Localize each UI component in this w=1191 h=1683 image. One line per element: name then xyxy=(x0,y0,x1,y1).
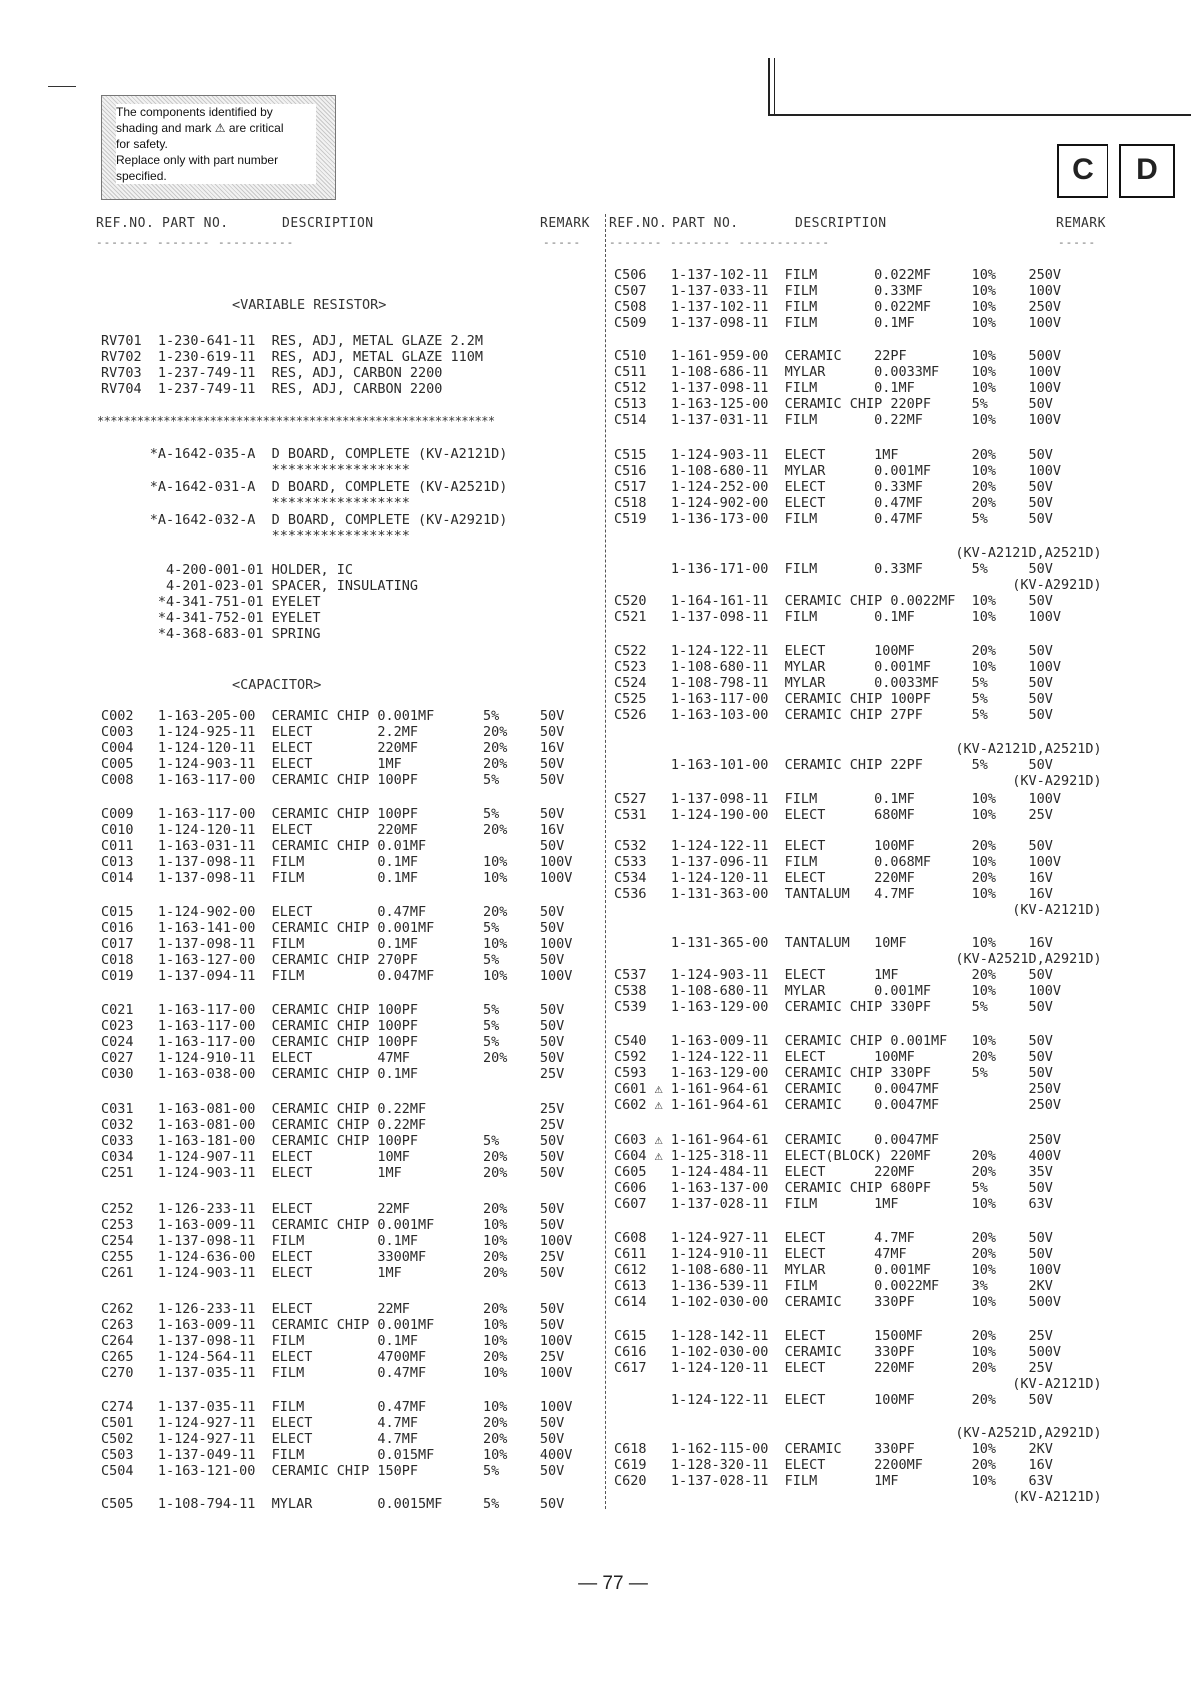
right-part-row: C593 1-163-129-00 CERAMIC CHIP 330PF 5% 50V xyxy=(614,1065,1053,1081)
right-part-row: C537 1-124-903-11 ELECT 1MF 20% 50V xyxy=(614,967,1053,983)
board-tag-c: C xyxy=(1057,144,1108,198)
left-part-row: C502 1-124-927-11 ELECT 4.7MF 20% 50V xyxy=(101,1431,565,1447)
left-part-row: ***************** xyxy=(101,495,410,511)
right-part-row: C618 1-162-115-00 CERAMIC 330PF 10% 2KV xyxy=(614,1441,1053,1457)
right-part-row: C521 1-137-098-11 FILM 0.1MF 10% 100V xyxy=(614,609,1062,625)
right-part-row: 1-131-365-00 TANTALUM 10MF 10% 16V xyxy=(614,935,1053,951)
right-part-row: C615 1-128-142-11 ELECT 1500MF 20% 25V xyxy=(614,1328,1053,1344)
header-bracket xyxy=(768,58,1191,116)
header-underline: ------- -------- ------------ xyxy=(609,236,831,249)
right-part-row: C517 1-124-252-00 ELECT 0.33MF 20% 50V xyxy=(614,479,1053,495)
left-part-row: C251 1-124-903-11 ELECT 1MF 20% 50V xyxy=(101,1165,565,1181)
header-ref-no-right: REF.NO. xyxy=(609,216,668,231)
right-part-row: C531 1-124-190-00 ELECT 680MF 10% 25V xyxy=(614,807,1053,823)
left-part-row: C501 1-124-927-11 ELECT 4.7MF 20% 50V xyxy=(101,1415,565,1431)
right-part-row: C540 1-163-009-11 CERAMIC CHIP 0.001MF 10% 50V xyxy=(614,1033,1053,1049)
left-part-row: C505 1-108-794-11 MYLAR 0.0015MF 5% 50V xyxy=(101,1496,565,1512)
right-part-row: C619 1-128-320-11 ELECT 2200MF 20% 16V xyxy=(614,1457,1053,1473)
left-part-row: RV703 1-237-749-11 RES, ADJ, CARBON 2200 xyxy=(101,365,443,381)
left-part-row: C270 1-137-035-11 FILM 0.47MF 10% 100V xyxy=(101,1365,573,1381)
left-part-row: C254 1-137-098-11 FILM 0.1MF 10% 100V xyxy=(101,1233,573,1249)
left-part-row: ***************** xyxy=(101,528,410,544)
left-part-row: C014 1-137-098-11 FILM 0.1MF 10% 100V xyxy=(101,870,573,886)
board-tag-d: D xyxy=(1119,144,1175,198)
right-part-row: C527 1-137-098-11 FILM 0.1MF 10% 100V xyxy=(614,791,1062,807)
notice-line-2a: shading and mark xyxy=(116,121,212,135)
page-number: — 77 — xyxy=(578,1573,648,1594)
left-part-row: 4-201-023-01 SPACER, INSULATING xyxy=(101,578,418,594)
right-part-row: C516 1-108-680-11 MYLAR 0.001MF 10% 100V xyxy=(614,463,1062,479)
left-part-row: C023 1-163-117-00 CERAMIC CHIP 100PF 5% 50V xyxy=(101,1018,565,1034)
safety-notice-text xyxy=(116,104,316,184)
left-part-row: C253 1-163-009-11 CERAMIC CHIP 0.001MF 10% 50V xyxy=(101,1217,565,1233)
notice-line-2 xyxy=(116,120,316,136)
header-ref-no: REF.NO. xyxy=(96,216,155,231)
right-part-row: C507 1-137-033-11 FILM 0.33MF 10% 100V xyxy=(614,283,1062,299)
left-part-row: C003 1-124-925-11 ELECT 2.2MF 20% 50V xyxy=(101,724,565,740)
right-part-row: C512 1-137-098-11 FILM 0.1MF 10% 100V xyxy=(614,380,1062,396)
column-divider xyxy=(605,214,606,1509)
left-part-row: 4-200-001-01 HOLDER, IC xyxy=(101,562,353,578)
right-part-row: C616 1-102-030-00 CERAMIC 330PF 10% 500V xyxy=(614,1344,1062,1360)
right-part-row: 1-136-171-00 FILM 0.33MF 5% 50V xyxy=(614,561,1053,577)
right-part-row: C523 1-108-680-11 MYLAR 0.001MF 10% 100V xyxy=(614,659,1062,675)
right-part-row: C520 1-164-161-11 CERAMIC CHIP 0.0022MF 10% 50V xyxy=(614,593,1053,609)
left-part-row: C017 1-137-098-11 FILM 0.1MF 10% 100V xyxy=(101,936,573,952)
left-part-row: C274 1-137-035-11 FILM 0.47MF 10% 100V xyxy=(101,1399,573,1415)
left-part-row: C010 1-124-120-11 ELECT 220MF 20% 16V xyxy=(101,822,565,838)
left-part-row: C504 1-163-121-00 CERAMIC CHIP 150PF 5% 50V xyxy=(101,1463,565,1479)
right-part-row: C614 1-102-030-00 CERAMIC 330PF 10% 500V xyxy=(614,1294,1062,1310)
right-part-row: C612 1-108-680-11 MYLAR 0.001MF 10% 100V xyxy=(614,1262,1062,1278)
left-part-row: RV702 1-230-619-11 RES, ADJ, METAL GLAZE 110M xyxy=(101,349,484,365)
right-part-row: C533 1-137-096-11 FILM 0.068MF 10% 100V xyxy=(614,854,1062,870)
right-part-row: C539 1-163-129-00 CERAMIC CHIP 330PF 5% 50V xyxy=(614,999,1053,1015)
notice-line-4: Replace only with part number xyxy=(116,153,279,167)
separator-line: ************************************************************ xyxy=(97,414,495,428)
notice-line-2b: are critical xyxy=(228,121,284,135)
notice-line-3: for safety. xyxy=(116,137,168,151)
left-part-row: C011 1-163-031-11 CERAMIC CHIP 0.01MF 50V xyxy=(101,838,565,854)
right-part-row: C525 1-163-117-00 CERAMIC CHIP 100PF 5% 50V xyxy=(614,691,1053,707)
left-part-row: C503 1-137-049-11 FILM 0.015MF 10% 400V xyxy=(101,1447,573,1463)
right-part-row: C606 1-163-137-00 CERAMIC CHIP 680PF 5% 50V xyxy=(614,1180,1053,1196)
right-part-row: (KV-A2121D) xyxy=(614,1489,1102,1505)
left-part-row: C013 1-137-098-11 FILM 0.1MF 10% 100V xyxy=(101,854,573,870)
right-part-row: C514 1-137-031-11 FILM 0.22MF 10% 100V xyxy=(614,412,1062,428)
left-part-row: C030 1-163-038-00 CERAMIC CHIP 0.1MF 25V xyxy=(101,1066,565,1082)
right-part-row: C603 ⚠ 1-161-964-61 CERAMIC 0.0047MF 250V xyxy=(614,1132,1062,1148)
right-part-row: (KV-A2521D,A2921D) xyxy=(614,1425,1102,1441)
right-part-row: C532 1-124-122-11 ELECT 100MF 20% 50V xyxy=(614,838,1053,854)
right-part-row: C617 1-124-120-11 ELECT 220MF 20% 25V xyxy=(614,1360,1053,1376)
right-part-row: C601 ⚠ 1-161-964-61 CERAMIC 0.0047MF 250V xyxy=(614,1081,1062,1097)
left-part-row: C016 1-163-141-00 CERAMIC CHIP 0.001MF 5% 50V xyxy=(101,920,565,936)
header-description: DESCRIPTION xyxy=(282,216,374,231)
left-part-row: RV701 1-230-641-11 RES, ADJ, METAL GLAZE 2.2M xyxy=(101,333,484,349)
right-part-row: (KV-A2521D,A2921D) xyxy=(614,951,1102,967)
left-part-row: C032 1-163-081-00 CERAMIC CHIP 0.22MF 25V xyxy=(101,1117,565,1133)
right-part-row: C519 1-136-173-00 FILM 0.47MF 5% 50V xyxy=(614,511,1053,527)
right-part-row: C604 ⚠ 1-125-318-11 ELECT(BLOCK) 220MF 20% 400V xyxy=(614,1148,1062,1164)
warning-triangle-icon: ⚠ xyxy=(214,121,226,135)
right-part-row: C511 1-108-686-11 MYLAR 0.0033MF 10% 100V xyxy=(614,364,1062,380)
right-part-row: C513 1-163-125-00 CERAMIC CHIP 220PF 5% 50V xyxy=(614,396,1053,412)
left-part-row: C265 1-124-564-11 ELECT 4700MF 20% 25V xyxy=(101,1349,565,1365)
right-part-row: C522 1-124-122-11 ELECT 100MF 20% 50V xyxy=(614,643,1053,659)
left-part-row: C009 1-163-117-00 CERAMIC CHIP 100PF 5% 50V xyxy=(101,806,565,822)
left-part-row: RV704 1-237-749-11 RES, ADJ, CARBON 2200 xyxy=(101,381,443,397)
right-part-row: C536 1-131-363-00 TANTALUM 4.7MF 10% 16V xyxy=(614,886,1053,902)
left-part-row: C027 1-124-910-11 ELECT 47MF 20% 50V xyxy=(101,1050,565,1066)
right-part-row: C620 1-137-028-11 FILM 1MF 10% 63V xyxy=(614,1473,1053,1489)
left-part-row: C034 1-124-907-11 ELECT 10MF 20% 50V xyxy=(101,1149,565,1165)
right-part-row: (KV-A2121D,A2521D) xyxy=(614,545,1102,561)
left-part-row: C005 1-124-903-11 ELECT 1MF 20% 50V xyxy=(101,756,565,772)
left-part-row: *4-341-752-01 EYELET xyxy=(101,610,321,626)
left-part-row: *A-1642-031-A D BOARD, COMPLETE (KV-A2521D) xyxy=(101,479,508,495)
left-part-row: C255 1-124-636-00 ELECT 3300MF 20% 25V xyxy=(101,1249,565,1265)
right-part-row: C518 1-124-902-00 ELECT 0.47MF 20% 50V xyxy=(614,495,1053,511)
left-part-row: C031 1-163-081-00 CERAMIC CHIP 0.22MF 25V xyxy=(101,1101,565,1117)
notice-line-1: The components identified by xyxy=(116,105,273,119)
left-part-row: C021 1-163-117-00 CERAMIC CHIP 100PF 5% 50V xyxy=(101,1002,565,1018)
margin-mark xyxy=(48,86,76,87)
right-part-row: C534 1-124-120-11 ELECT 220MF 20% 16V xyxy=(614,870,1053,886)
right-part-row: 1-163-101-00 CERAMIC CHIP 22PF 5% 50V xyxy=(614,757,1053,773)
left-part-row: C264 1-137-098-11 FILM 0.1MF 10% 100V xyxy=(101,1333,573,1349)
right-part-row: C515 1-124-903-11 ELECT 1MF 20% 50V xyxy=(614,447,1053,463)
right-part-row: C508 1-137-102-11 FILM 0.022MF 10% 250V xyxy=(614,299,1062,315)
left-part-row: C004 1-124-120-11 ELECT 220MF 20% 16V xyxy=(101,740,565,756)
left-part-row: C015 1-124-902-00 ELECT 0.47MF 20% 50V xyxy=(101,904,565,920)
right-part-row: C592 1-124-122-11 ELECT 100MF 20% 50V xyxy=(614,1049,1053,1065)
right-part-row: C506 1-137-102-11 FILM 0.022MF 10% 250V xyxy=(614,267,1062,283)
right-part-row: (KV-A2121D) xyxy=(614,902,1102,918)
section-variable-resistor: <VARIABLE RESISTOR> xyxy=(232,297,387,313)
right-part-row: (KV-A2121D) xyxy=(614,1376,1102,1392)
right-part-row: C605 1-124-484-11 ELECT 220MF 20% 35V xyxy=(614,1164,1053,1180)
right-part-row: C524 1-108-798-11 MYLAR 0.0033MF 5% 50V xyxy=(614,675,1053,691)
right-part-row: (KV-A2921D) xyxy=(614,577,1102,593)
right-part-row: C538 1-108-680-11 MYLAR 0.001MF 10% 100V xyxy=(614,983,1062,999)
left-part-row: C019 1-137-094-11 FILM 0.047MF 10% 100V xyxy=(101,968,573,984)
left-part-row: C024 1-163-117-00 CERAMIC CHIP 100PF 5% 50V xyxy=(101,1034,565,1050)
header-part-no-right: PART NO. xyxy=(672,216,739,231)
header-underline: ----- xyxy=(543,236,582,249)
right-part-row: (KV-A2121D,A2521D) xyxy=(614,741,1102,757)
left-part-row: ***************** xyxy=(101,462,410,478)
left-part-row: C033 1-163-181-00 CERAMIC CHIP 100PF 5% 50V xyxy=(101,1133,565,1149)
left-part-row: *A-1642-032-A D BOARD, COMPLETE (KV-A2921D) xyxy=(101,512,508,528)
header-part-no: PART NO. xyxy=(162,216,229,231)
safety-notice xyxy=(101,95,336,200)
right-part-row: (KV-A2921D) xyxy=(614,773,1102,789)
right-part-row: C608 1-124-927-11 ELECT 4.7MF 20% 50V xyxy=(614,1230,1053,1246)
right-part-row: C611 1-124-910-11 ELECT 47MF 20% 50V xyxy=(614,1246,1053,1262)
right-part-row: C613 1-136-539-11 FILM 0.0022MF 3% 2KV xyxy=(614,1278,1053,1294)
header-remark-right: REMARK xyxy=(1056,216,1106,231)
right-part-row: C602 ⚠ 1-161-964-61 CERAMIC 0.0047MF 250V xyxy=(614,1097,1062,1113)
right-part-row: C607 1-137-028-11 FILM 1MF 10% 63V xyxy=(614,1196,1053,1212)
section-capacitor: <CAPACITOR> xyxy=(232,677,322,693)
right-part-row: C510 1-161-959-00 CERAMIC 22PF 10% 500V xyxy=(614,348,1062,364)
left-part-row: *A-1642-035-A D BOARD, COMPLETE (KV-A2121D) xyxy=(101,446,508,462)
left-part-row: C263 1-163-009-11 CERAMIC CHIP 0.001MF 10% 50V xyxy=(101,1317,565,1333)
header-underline: ------- ------- ---------- xyxy=(96,236,295,249)
left-part-row: *4-368-683-01 SPRING xyxy=(101,626,321,642)
left-part-row: C008 1-163-117-00 CERAMIC CHIP 100PF 5% 50V xyxy=(101,772,565,788)
right-part-row: 1-124-122-11 ELECT 100MF 20% 50V xyxy=(614,1392,1053,1408)
notice-line-5: specified. xyxy=(116,169,167,183)
left-part-row: C252 1-126-233-11 ELECT 22MF 20% 50V xyxy=(101,1201,565,1217)
header-underline: ----- xyxy=(1058,236,1097,249)
header-description-right: DESCRIPTION xyxy=(795,216,887,231)
left-part-row: C002 1-163-205-00 CERAMIC CHIP 0.001MF 5% 50V xyxy=(101,708,565,724)
right-part-row: C526 1-163-103-00 CERAMIC CHIP 27PF 5% 50V xyxy=(614,707,1053,723)
left-part-row: C261 1-124-903-11 ELECT 1MF 20% 50V xyxy=(101,1265,565,1281)
right-part-row: C509 1-137-098-11 FILM 0.1MF 10% 100V xyxy=(614,315,1062,331)
left-part-row: *4-341-751-01 EYELET xyxy=(101,594,321,610)
left-part-row: C262 1-126-233-11 ELECT 22MF 20% 50V xyxy=(101,1301,565,1317)
header-remark: REMARK xyxy=(540,216,590,231)
left-part-row: C018 1-163-127-00 CERAMIC CHIP 270PF 5% 50V xyxy=(101,952,565,968)
